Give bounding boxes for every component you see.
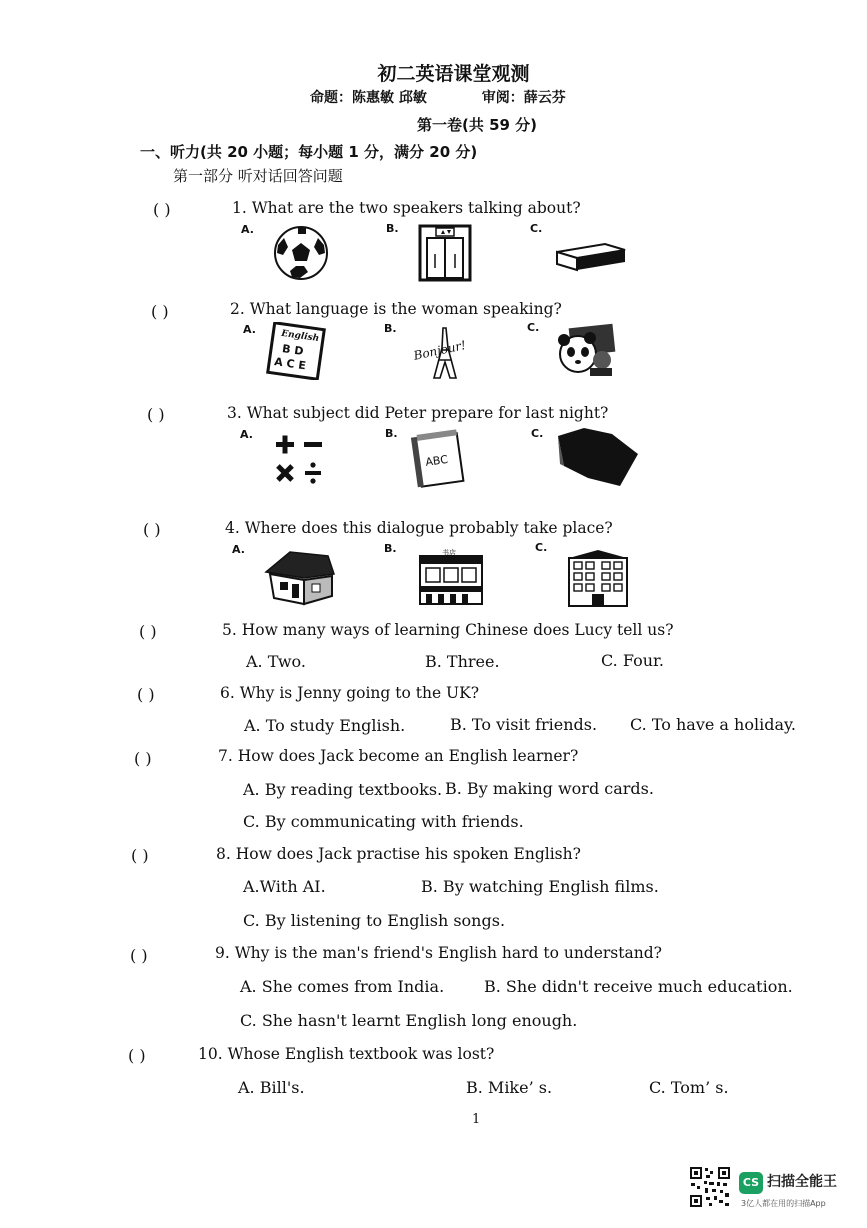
part-heading: 第一部分 听对话回答问题 (173, 167, 343, 185)
apartment-building-icon[interactable] (565, 548, 631, 608)
question-1: 1. What are the two speakers talking about? (232, 199, 581, 217)
option-b-label: B. (384, 542, 397, 555)
option-a-label: A. (243, 323, 256, 336)
page-title: 初二英语课堂观测 (377, 63, 530, 85)
svg-text:A C E: A C E (273, 355, 307, 373)
option-a[interactable]: A. Two. (246, 652, 306, 671)
question-10: 10. Whose English textbook was lost? (198, 1045, 495, 1063)
answer-blank[interactable]: ( ) (151, 302, 169, 321)
authors-line (310, 87, 580, 107)
shop-icon[interactable] (418, 548, 484, 606)
option-a-label: A. (240, 428, 253, 441)
question-6: 6. Why is Jenny going to the UK? (220, 684, 480, 702)
question-3: 3. What subject did Peter prepare for last night? (227, 404, 609, 422)
option-c[interactable]: C. Tom’ s. (649, 1078, 729, 1097)
option-b-label: B. (386, 222, 399, 235)
option-a-label: A. (232, 543, 245, 556)
option-c-label: C. (530, 222, 543, 235)
option-b[interactable]: B. By watching English films. (421, 877, 659, 896)
option-a[interactable]: A. By reading textbooks. (243, 780, 443, 799)
bonjour-text: Bonjour! (412, 338, 468, 363)
option-b-label: B. (385, 427, 398, 440)
option-c[interactable]: C. She hasn't learnt English long enough. (240, 1011, 578, 1030)
option-c-label: C. (531, 427, 544, 440)
qr-code-icon (689, 1166, 731, 1208)
answer-blank[interactable]: ( ) (137, 685, 155, 704)
option-c[interactable]: C. By communicating with friends. (243, 812, 524, 831)
option-a[interactable]: A. To study English. (244, 716, 406, 735)
question-9: 9. Why is the man's friend's English hard to understand? (215, 944, 662, 962)
eraser-icon[interactable] (555, 238, 627, 272)
answer-blank[interactable]: ( ) (153, 200, 171, 219)
answer-blank[interactable]: ( ) (134, 749, 152, 768)
option-c-label: C. (535, 541, 548, 554)
abc-book-icon[interactable] (410, 428, 468, 488)
question-2: 2. What language is the woman speaking? (230, 300, 562, 318)
option-a[interactable]: A. She comes from India. (240, 977, 445, 996)
option-c-label: C. (527, 321, 540, 334)
option-b[interactable]: B. Three. (425, 652, 500, 671)
option-c[interactable]: C. To have a holiday. (630, 715, 797, 734)
english-abc-book-icon[interactable] (265, 322, 327, 380)
option-c[interactable]: C. By listening to English songs. (243, 911, 506, 930)
answer-blank[interactable]: ( ) (139, 622, 157, 641)
question-4: 4. Where does this dialogue probably take place? (225, 519, 613, 537)
answer-blank[interactable]: ( ) (128, 1046, 146, 1065)
map-icon[interactable] (554, 424, 640, 488)
answer-blank[interactable]: ( ) (130, 946, 148, 965)
page-number: 1 (472, 1112, 481, 1127)
option-a[interactable]: A. Bill's. (238, 1078, 305, 1097)
shop-sign-text: 书店 (442, 549, 456, 557)
app-tagline: 3亿人都在用的扫描App (741, 1199, 826, 1208)
svg-text:B D: B D (281, 342, 305, 358)
football-icon[interactable] (270, 225, 332, 281)
bonjour-eiffel-tower-icon[interactable] (412, 324, 478, 380)
book-cover-text: English (280, 328, 320, 345)
option-a-label: A. (241, 223, 254, 236)
question-7: 7. How does Jack become an English learner? (218, 747, 579, 765)
scanner-watermark (689, 1166, 849, 1214)
answer-blank[interactable]: ( ) (143, 520, 161, 539)
reviewer-label: 审阅：薛云芬 (481, 90, 566, 106)
option-b[interactable]: B. She didn't receive much education. (484, 977, 793, 996)
answer-blank[interactable]: ( ) (147, 405, 165, 424)
question-8: 8. How does Jack practise his spoken English? (216, 845, 581, 863)
section-heading: 一、听力(共 20 小题；每小题 1 分，满分 20 分) (140, 143, 478, 161)
volume-heading: 第一卷(共 59 分) (417, 116, 538, 134)
option-b-label: B. (384, 322, 397, 335)
math-symbols-icon[interactable] (270, 430, 330, 488)
book-cover-text: ABC (424, 452, 449, 469)
option-b[interactable]: B. By making word cards. (445, 779, 654, 798)
house-icon[interactable] (264, 548, 336, 606)
panda-icon[interactable] (550, 320, 618, 378)
answer-blank[interactable]: ( ) (131, 846, 149, 865)
option-b[interactable]: B. To visit friends. (450, 715, 598, 734)
author-label: 命题：陈惠敏 邱敏 (310, 90, 427, 106)
elevator-icon[interactable] (418, 224, 472, 282)
app-name: 扫描全能王 (767, 1174, 837, 1190)
option-b[interactable]: B. Mike’ s. (466, 1078, 553, 1097)
option-c[interactable]: C. Four. (601, 651, 664, 670)
question-5: 5. How many ways of learning Chinese does Lucy tell us? (222, 621, 674, 639)
option-a[interactable]: A.With AI. (243, 877, 326, 896)
camscanner-logo: CS (739, 1172, 763, 1194)
